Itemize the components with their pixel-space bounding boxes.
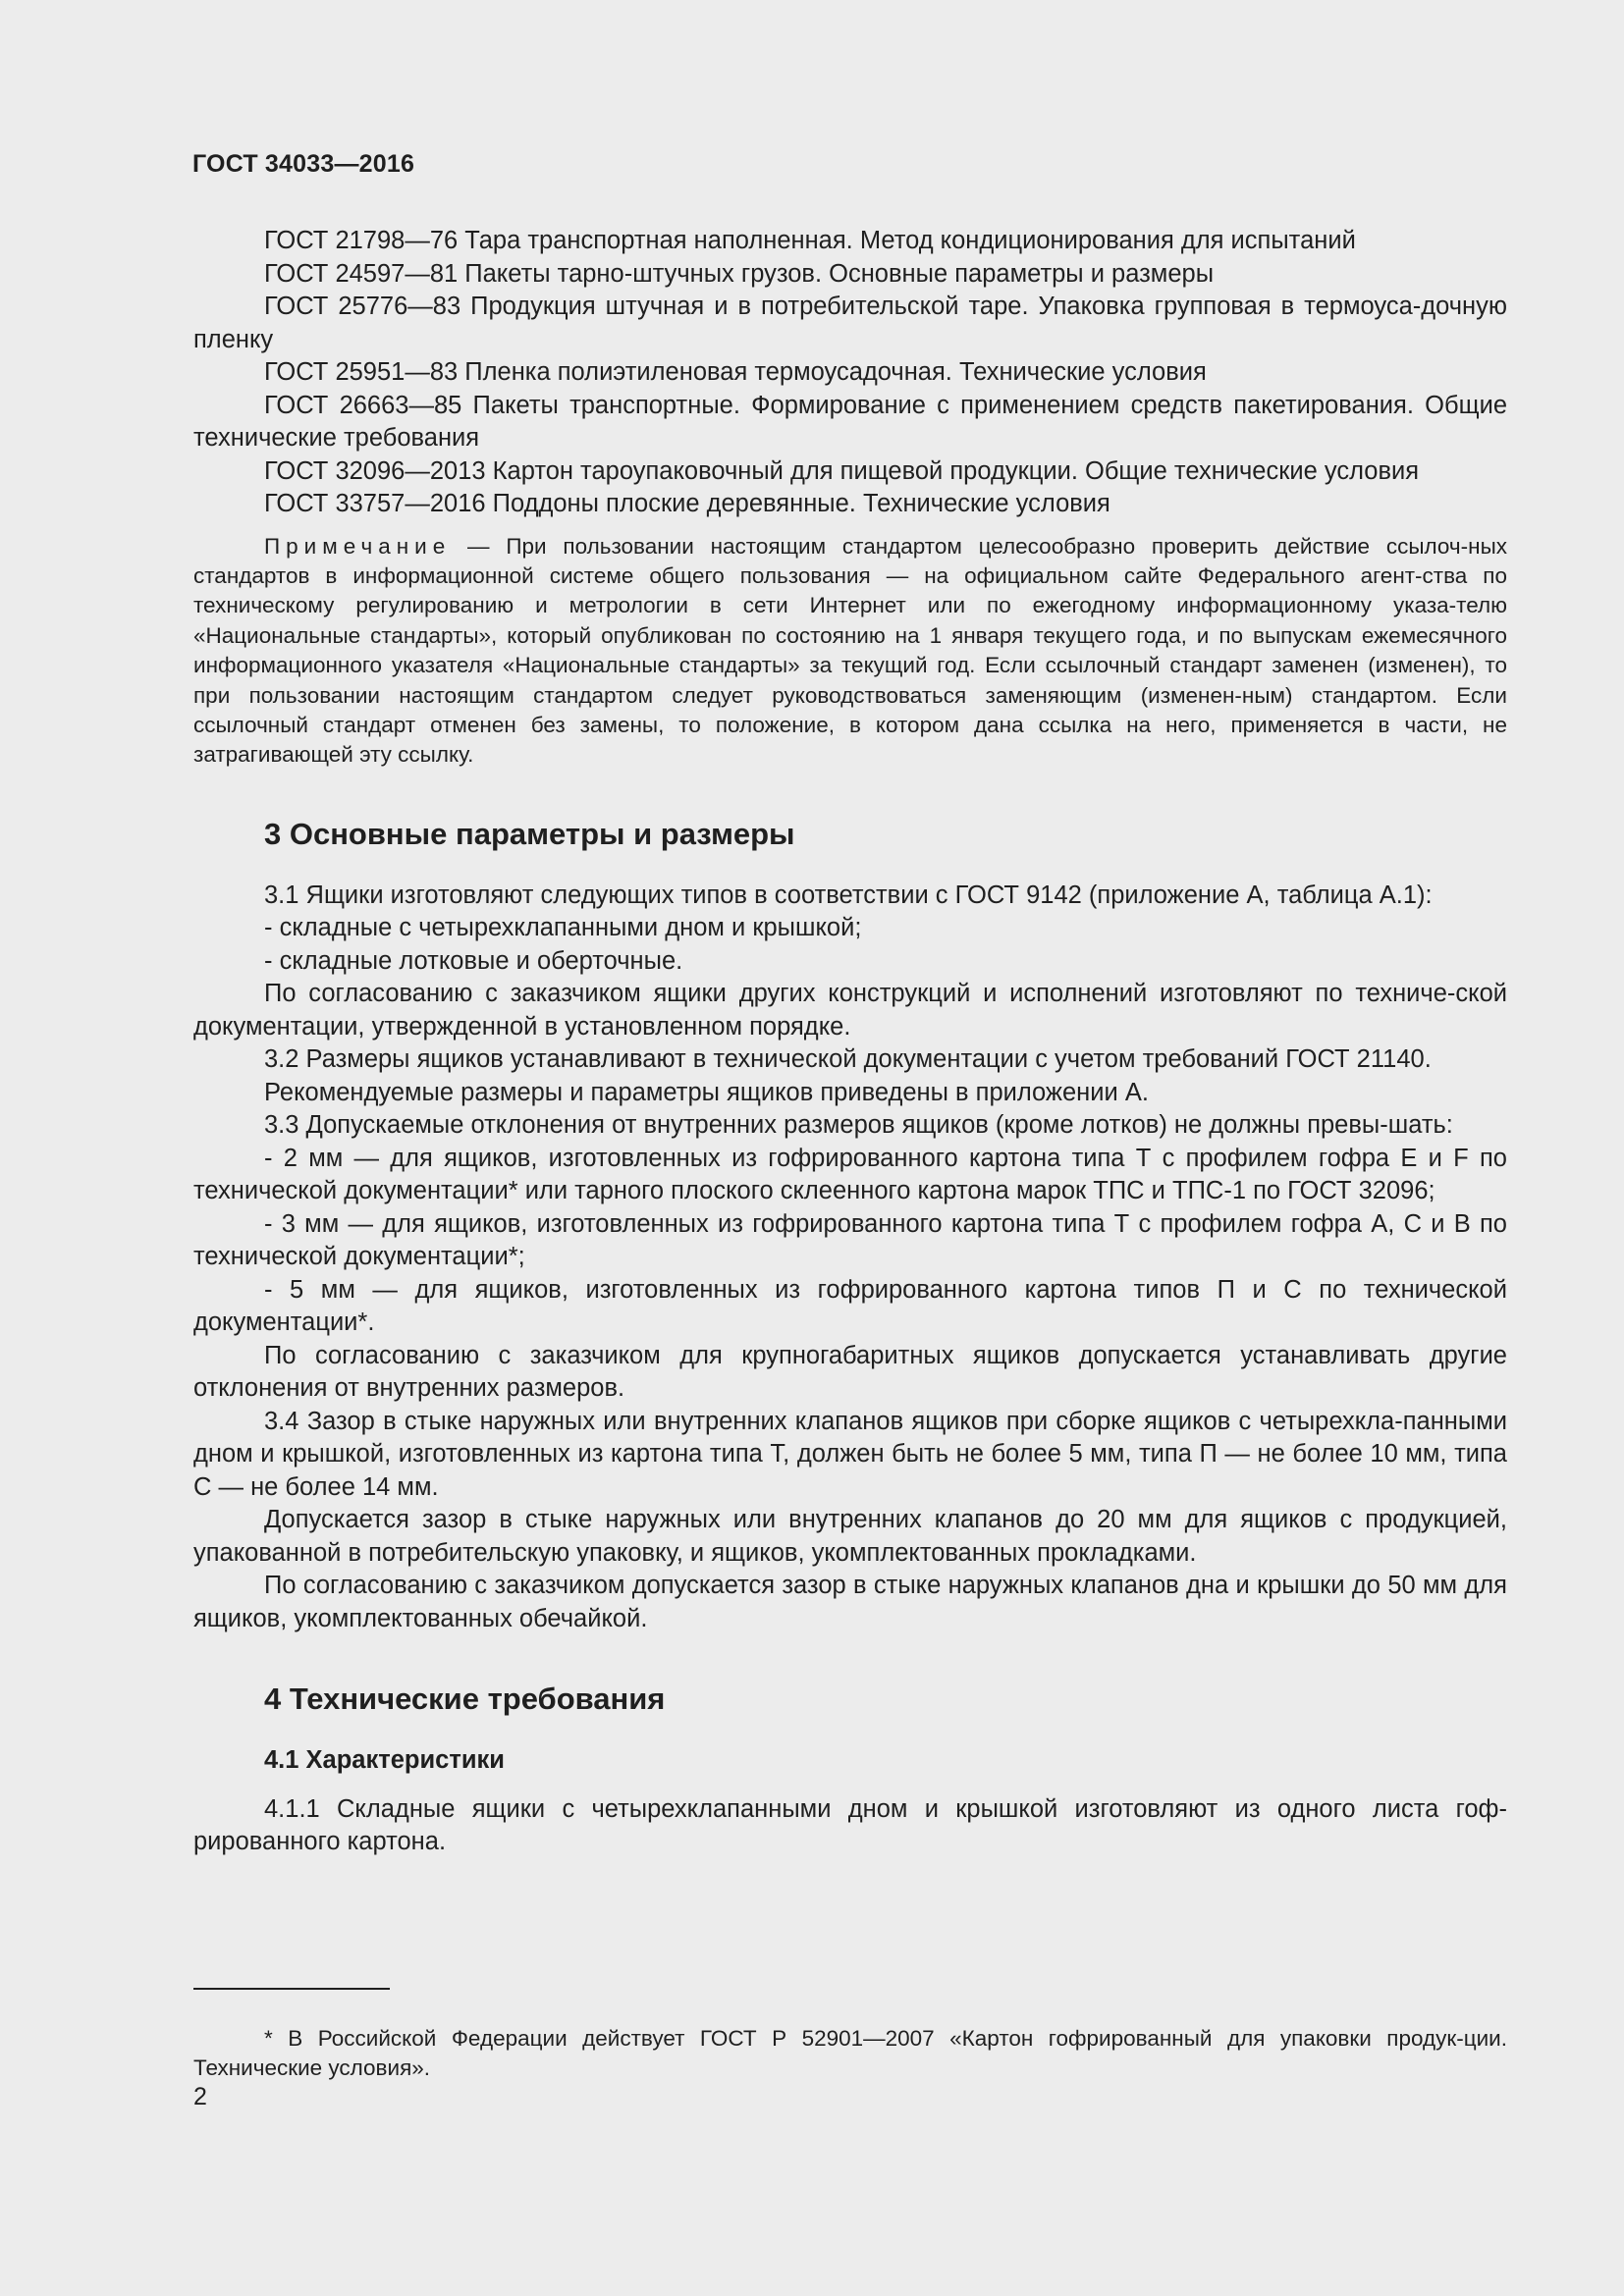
reference-item: ГОСТ 25776—83 Продукция штучная и в потребительской таре. Упаковка групповая в термоуса-дочную пленку: [193, 293, 1507, 353]
reference-item: ГОСТ 33757—2016 Поддоны плоские деревянные. Технические условия: [264, 490, 1110, 517]
paragraph: 3.4 Зазор в стыке наружных или внутренних клапанов ящиков при сборке ящиков с четырехкла-панными дном и крышкой, изготовленных из картона типа Т, должен быть не более 5 мм, типа П — не более 10 мм, типа С — не более 14 мм.: [193, 1407, 1507, 1501]
note-label: Примечание: [264, 533, 452, 559]
list-item: - 2 мм — для ящиков, изготовленных из гофрированного картона типа Т с профилем гофра Е и F по технической документации* или тарного плоского склеенного картона марок ТПС и ТПС-1 по ГОСТ 32096;: [193, 1144, 1507, 1205]
paragraph: 3.3 Допускаемые отклонения от внутренних размеров ящиков (кроме лотков) не должны превы-шать:: [264, 1111, 1453, 1140]
section-3-body: [193, 880, 1507, 1636]
paragraph: Допускается зазор в стыке наружных или внутренних клапанов до 20 мм для ящиков с продукцией, упакованной в потребительскую упаковку, и ящиков, укомплектованных прокладками.: [193, 1506, 1507, 1567]
note-text: — При пользовании настоящим стандартом целесообразно проверить действие ссылоч-ных стандартов в информационной системе общего пользования — на официальном сайте Федерального агент-ства по техническому регулированию и метрологии в сети Интернет или по ежегодному информационному указа-телю «Национальные стандарты», который опубликован по состоянию на 1 января текущего года, и по выпускам ежемесячного информационного указателя «Национальные стандарты» за текущий год. Если ссылочный стандарт заменен (изменен), то при пользовании настоящим стандартом следует руководствоваться заменяющим (изменен-ным) стандартом. Если ссылочный стандарт отменен без замены, то положение, в котором дана ссылка на него, применяется в части, не затрагивающей эту ссылку.: [193, 533, 1507, 768]
page-number: 2: [193, 2083, 207, 2110]
footnote: * В Российской Федерации действует ГОСТ Р 52901—2007 «Картон гофрированный для упаковки продук-ции. Технические условия».: [193, 2025, 1507, 2080]
reference-item: ГОСТ 21798—76 Тара транспортная наполненная. Метод кондиционирования для испытаний: [264, 227, 1356, 254]
paragraph: По согласованию с заказчиком ящики других конструкций и исполнений изготовляют по техниче-ской документации, утвержденной в установленном порядке.: [193, 980, 1507, 1041]
section-4-heading: 4 Технические требования: [264, 1682, 666, 1717]
note-paragraph: [193, 532, 1507, 771]
paragraph: 3.2 Размеры ящиков устанавливают в технической документации с учетом требований ГОСТ 21140.: [264, 1045, 1432, 1074]
reference-item: ГОСТ 25951—83 Пленка полиэтиленовая термоусадочная. Технические условия: [264, 358, 1207, 386]
paragraph: По согласованию с заказчиком допускается зазор в стыке наружных клапанов дна и крышки до 50 мм для ящиков, укомплектованных обечайкой.: [193, 1572, 1507, 1632]
document-header: ГОСТ 34033—2016: [192, 150, 415, 178]
paragraph: 3.1 Ящики изготовляют следующих типов в соответствии с ГОСТ 9142 (приложение А, таблица А.1):: [264, 881, 1433, 909]
list-item: - складные лотковые и оберточные.: [264, 946, 683, 975]
list-item: - складные с четырехклапанными дном и крышкой;: [264, 914, 862, 942]
document-body: [193, 225, 1507, 1859]
subsection-4-1-heading: 4.1 Характеристики: [264, 1746, 505, 1775]
list-item: - 3 мм — для ящиков, изготовленных из гофрированного картона типа Т с профилем гофра А, С и В по технической документации*;: [193, 1209, 1507, 1271]
section-3-heading: 3 Основные параметры и размеры: [264, 816, 795, 851]
references-list: [193, 225, 1507, 521]
list-item: - 5 мм — для ящиков, изготовленных из гофрированного картона типов П и С по технической документации*.: [193, 1275, 1507, 1337]
footnote-divider: [193, 1988, 390, 1990]
reference-item: ГОСТ 26663—85 Пакеты транспортные. Формирование с применением средств пакетирования. Общие технические требования: [193, 391, 1507, 452]
paragraph: Рекомендуемые размеры и параметры ящиков приведены в приложении А.: [264, 1078, 1149, 1106]
reference-item: ГОСТ 32096—2013 Картон тароупаковочный для пищевой продукции. Общие технические условия: [264, 456, 1420, 485]
paragraph: По согласованию с заказчиком для крупногабаритных ящиков допускается устанавливать другие отклонения от внутренних размеров.: [193, 1341, 1507, 1403]
reference-item: ГОСТ 24597—81 Пакеты тарно-штучных грузов. Основные параметры и размеры: [264, 259, 1215, 288]
paragraph: 4.1.1 Складные ящики с четырехклапанными дном и крышкой изготовляют из одного листа гоф-рированного картона.: [193, 1794, 1507, 1856]
